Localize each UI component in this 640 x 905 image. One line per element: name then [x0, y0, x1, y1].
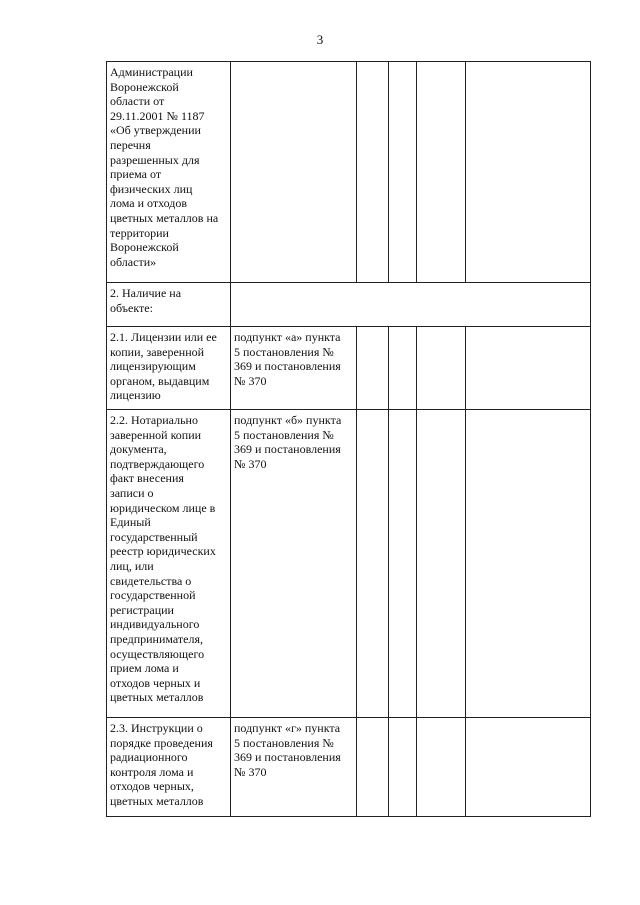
not-applicable-cell	[417, 718, 466, 817]
section-merged-cell	[231, 283, 591, 327]
requirement-cell: 2.2. Нотариально заверенной копии документа, подтверждающего факт внесения записи о юридическом лице в Единый государственный реестр юридических лиц, или свидетельства о государственной регистрации индивидуального предпринимателя, осуществляющего прием лома и отходов черных и цветных металлов	[107, 410, 231, 718]
reference-cell: подпункт «б» пункта 5 постановления № 369 и постановления № 370	[231, 410, 357, 718]
answer-yes-cell	[357, 327, 389, 410]
table-row	[107, 718, 591, 817]
table-row	[107, 62, 591, 283]
answer-no-cell	[389, 410, 417, 718]
requirement-cell: Администрации Воронежской области от 29.11.2001 № 1187 «Об утверждении перечня разрешенных для приема от физических лиц лома и отходов цветных металлов на территории Воронежской области»	[107, 62, 231, 283]
table-row	[107, 283, 591, 327]
table-row	[107, 410, 591, 718]
section-heading-cell: 2. Наличие на объекте:	[107, 283, 231, 327]
requirement-cell: 2.1. Лицензии или ее копии, заверенной лицензирующим органом, выдавцим лицензию	[107, 327, 231, 410]
notes-cell	[466, 62, 591, 283]
reference-cell: подпункт «г» пункта 5 постановления № 369 и постановления № 370	[231, 718, 357, 817]
reference-cell: подпункт «а» пункта 5 постановления № 369 и постановления № 370	[231, 327, 357, 410]
checklist-table	[106, 61, 591, 817]
answer-yes-cell	[357, 410, 389, 718]
table-row	[107, 327, 591, 410]
not-applicable-cell	[417, 62, 466, 283]
notes-cell	[466, 327, 591, 410]
answer-yes-cell	[357, 718, 389, 817]
answer-no-cell	[389, 62, 417, 283]
notes-cell	[466, 718, 591, 817]
answer-no-cell	[389, 718, 417, 817]
answer-no-cell	[389, 327, 417, 410]
page-number: 3	[316, 32, 324, 47]
not-applicable-cell	[417, 327, 466, 410]
requirement-cell: 2.3. Инструкции о порядке проведения радиационного контроля лома и отходов черных, цветных металлов	[107, 718, 231, 817]
reference-cell	[231, 62, 357, 283]
answer-yes-cell	[357, 62, 389, 283]
not-applicable-cell	[417, 410, 466, 718]
notes-cell	[466, 410, 591, 718]
